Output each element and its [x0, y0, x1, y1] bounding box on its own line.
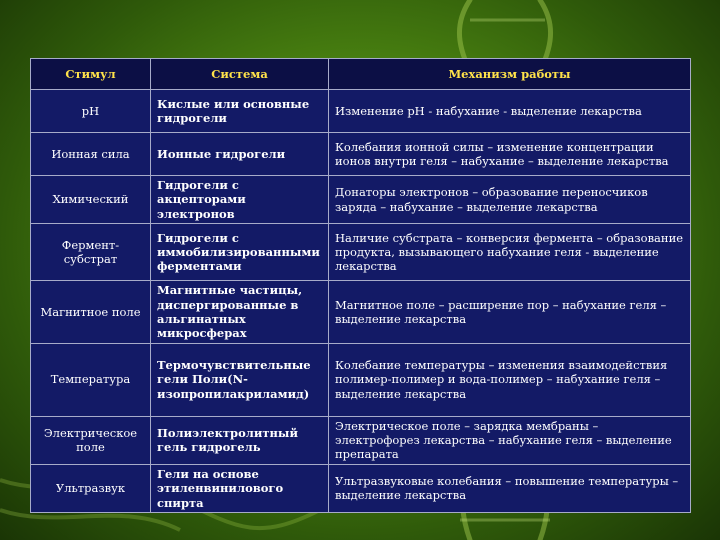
header-mechanism: Механизм работы [329, 59, 691, 90]
table-row [31, 176, 691, 224]
stimulus-cell: pH [31, 90, 151, 133]
mechanism-cell: Донаторы электронов – образование переносчиков заряда – набухание – выделение лекарства [329, 176, 691, 224]
table-row [31, 224, 691, 281]
system-cell: Ионные гидрогели [151, 133, 329, 176]
mechanism-cell: Колебание температуры – изменения взаимодействия полимер-полимер и вода-полимер – набухание геля – выделение лекарства [329, 343, 691, 416]
stimulus-cell: Химический [31, 176, 151, 224]
mechanism-cell: Магнитное поле – расширение пор – набухание геля – выделение лекарства [329, 281, 691, 344]
mechanism-cell: Колебания ионной силы – изменение концентрации ионов внутри геля – набухание – выделение лекарства [329, 133, 691, 176]
system-cell: Гидрогели с иммобилизированными ферментами [151, 224, 329, 281]
mechanism-cell: Наличие субстрата – конверсия фермента – образование продукта, вызывающего набухание геля - выделение лекарства [329, 224, 691, 281]
system-cell: Гели на основе этиленвинилового спирта [151, 464, 329, 512]
stimulus-cell: Фермент-субстрат [31, 224, 151, 281]
system-cell: Термочувствительные гели Поли(N-изопропилакриламид) [151, 343, 329, 416]
stimulus-cell: Ионная сила [31, 133, 151, 176]
stimulus-cell: Магнитное поле [31, 281, 151, 344]
table-row [31, 281, 691, 344]
header-system: Система [151, 59, 329, 90]
mechanism-cell: Электрическое поле – зарядка мембраны – электрофорез лекарства – набухание геля – выделение препарата [329, 416, 691, 464]
stimulus-cell: Ультразвук [31, 464, 151, 512]
table-row [31, 133, 691, 176]
header-stimulus: Стимул [31, 59, 151, 90]
stimulus-response-table [30, 58, 691, 513]
system-cell: Кислые или основные гидрогели [151, 90, 329, 133]
table-row [31, 464, 691, 512]
table-row [31, 343, 691, 416]
system-cell: Гидрогели с акцепторами электронов [151, 176, 329, 224]
stimulus-cell: Температура [31, 343, 151, 416]
mechanism-cell: Изменение pH - набухание - выделение лекарства [329, 90, 691, 133]
table-row [31, 90, 691, 133]
mechanism-cell: Ультразвуковые колебания – повышение температуры – выделение лекарства [329, 464, 691, 512]
table-header-row [31, 59, 691, 90]
system-cell: Магнитные частицы, диспергированные в альгинатных микросферах [151, 281, 329, 344]
stimulus-cell: Электрическое поле [31, 416, 151, 464]
table-row [31, 416, 691, 464]
system-cell: Полиэлектролитный гель гидрогель [151, 416, 329, 464]
